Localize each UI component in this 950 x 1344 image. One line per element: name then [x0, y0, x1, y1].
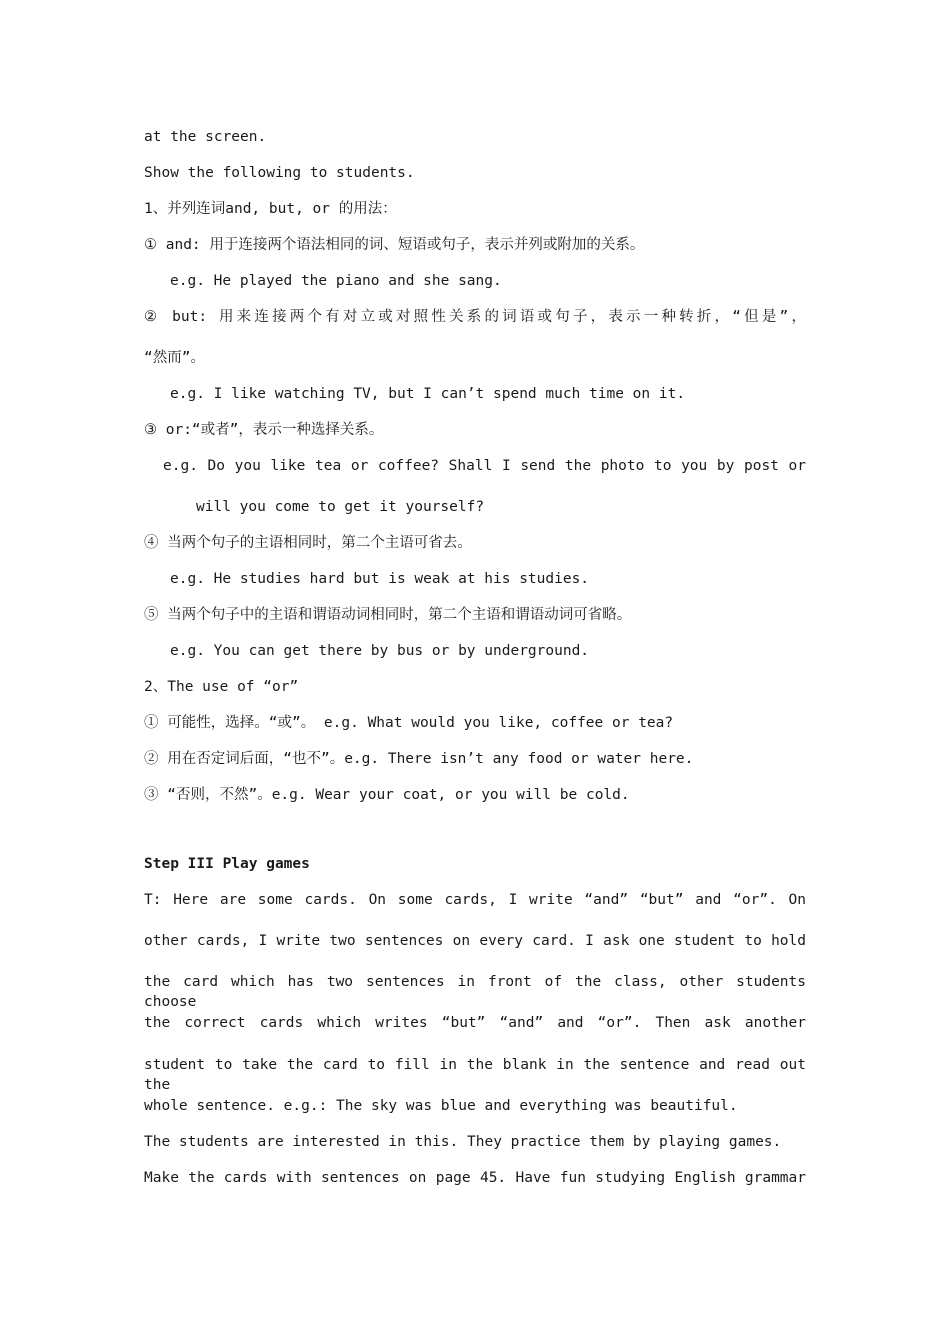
paragraph-line: the card which has two sentences in front of the class, other students choose [144, 974, 806, 1010]
text-line: at the screen. [144, 129, 267, 145]
or-usage-1: ① 可能性，选择。“或”。 e.g. What would you like, coffee or tea? [144, 715, 674, 731]
example-sentence: e.g. You can get there by bus or by underground. [170, 643, 590, 659]
rule-or: ③ or:“或者”，表示一种选择关系。 [144, 422, 384, 438]
paragraph-line: the correct cards which writes “but” “and” and “or”. Then ask another [144, 1015, 806, 1031]
text-line: Show the following to students. [144, 165, 415, 181]
paragraph-line: The students are interested in this. They practice them by playing games. [144, 1134, 782, 1150]
example-sentence: will you come to get it yourself? [196, 499, 485, 515]
or-usage-3: ③ “否则，不然”。e.g. Wear your coat, or you will be cold. [144, 787, 630, 803]
section-heading-1: 1、并列连词and, but, or 的用法： [144, 201, 397, 217]
rule-same-subject: ④ 当两个句子的主语相同时，第二个主语可省去。 [144, 535, 472, 551]
step-heading: Step III Play games [144, 856, 310, 872]
example-sentence: e.g. He studies hard but is weak at his studies. [170, 571, 590, 587]
or-usage-2: ② 用在否定词后面，“也不”。e.g. There isn’t any food or water here. [144, 751, 694, 767]
rule-and: ① and: 用于连接两个语法相同的词、短语或句子，表示并列或附加的关系。 [144, 237, 645, 253]
rule-but: ② but: 用来连接两个有对立或对照性关系的词语或句子，表示一种转折，“但是”， [144, 309, 806, 325]
paragraph-line: whole sentence. e.g.: The sky was blue and everything was beautiful. [144, 1098, 738, 1114]
rule-same-predicate: ⑤ 当两个句子中的主语和谓语动词相同时，第二个主语和谓语动词可省略。 [144, 607, 632, 623]
example-sentence: e.g. I like watching TV, but I can’t spend much time on it. [170, 386, 686, 402]
paragraph-line: other cards, I write two sentences on every card. I ask one student to hold [144, 933, 806, 949]
example-sentence: e.g. Do you like tea or coffee? Shall I send the photo to you by post or [163, 458, 806, 474]
example-sentence: e.g. He played the piano and she sang. [170, 273, 502, 289]
paragraph-line: student to take the card to fill in the blank in the sentence and read out the [144, 1057, 806, 1093]
paragraph-line: T: Here are some cards. On some cards, I write “and” “but” and “or”. On [144, 892, 806, 908]
paragraph-line: Make the cards with sentences on page 45. Have fun studying English grammar [144, 1170, 806, 1186]
section-heading-2: 2、The use of “or” [144, 679, 299, 695]
text-line: “然而”。 [144, 350, 205, 366]
